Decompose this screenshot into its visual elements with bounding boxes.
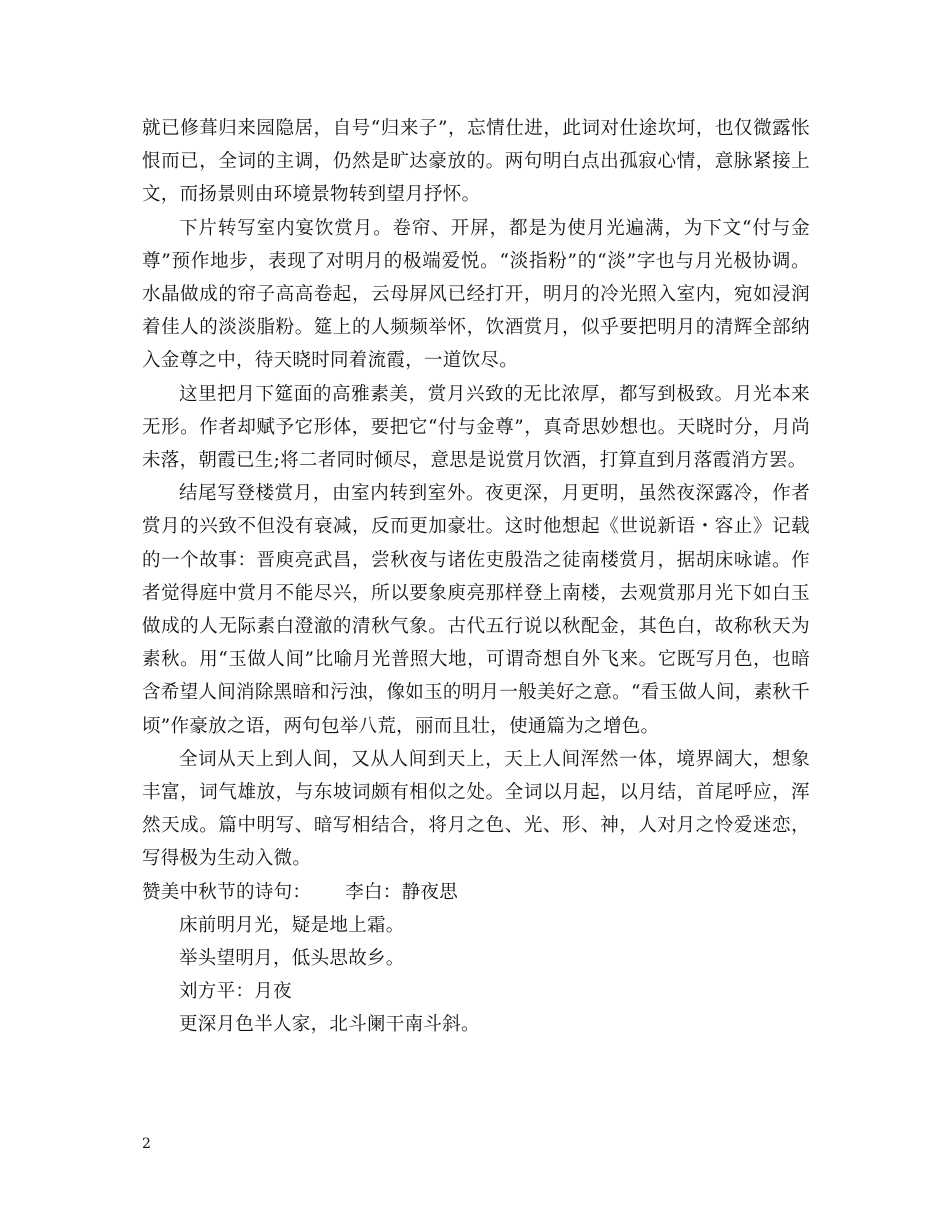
page-body <box>142 112 810 1042</box>
poem-line: 床前明月光，疑是地上霜。 <box>179 914 405 936</box>
paragraph-summary: 全词从天上到人间，又从人间到天上，天上人间浑然一体，境界阔大，想象丰富，词气雄放，与东坡词颇有相似之处。全词以月起，以月结，首尾呼应，浑然天成。篇中明写、暗写相结合，将月之色、光、形、神，人对月之怜爱迷恋，写得极为生动入微。 <box>142 748 810 870</box>
page-number: 2 <box>142 1136 151 1152</box>
paragraph-ending: 结尾写登楼赏月，由室内转到室外。夜更深，月更明，虽然夜深露冷，作者赏月的兴致不但没有衰减，反而更加豪壮。这时他想起《世说新语・容止》记载的一个故事：晋庾亮武昌，尝秋夜与诸佐吏殷浩之徒南楼赏月，据胡床咏谑。作者觉得庭中赏月不能尽兴，所以要象庾亮那样登上南楼，去观赏那月光下如白玉做成的人无际素白澄澈的清秋气象。古代五行说以秋配金，其色白，故称秋天为素秋。用“玉做人间”比喻月光普照大地，可谓奇想自外飞来。它既写月色，也暗含希望人间消除黑暗和污浊，像如玉的明月一般美好之意。“看玉做人间，素秋千顷”作豪放之语，两句包举八荒，丽而且壮，使通篇为之增色。 <box>142 483 810 737</box>
poem-line: 举头望明月，低头思故乡。 <box>179 948 405 970</box>
paragraph-banquet: 下片转写室内宴饮赏月。卷帘、开屏，都是为使月光遍满，为下文“付与金尊”预作地步，表现了对明月的极端爱悦。“淡指粉”的“淡”字也与月光极协调。水晶做成的帘子高高卷起，云母屏风已经打开，明月的冷光照入室内，宛如浸润着佳人的淡淡脂粉。筵上的人频频举怀，饮酒赏月，似乎要把明月的清辉全部纳入金尊之中，待天晓时同着流霞，一道饮尽。 <box>142 217 810 372</box>
second-poem-title: 刘方平：月夜 <box>179 981 292 1003</box>
poem-line: 更深月色半人家，北斗阑干南斗斜。 <box>179 1014 480 1036</box>
poems-heading-line <box>142 876 810 909</box>
paragraph-elegance: 这里把月下筵面的高雅素美，赏月兴致的无比浓厚，都写到极致。月光本来无形。作者却赋予它形体，要把它“付与金尊”，真奇思妙想也。天晓时分，月尚未落，朝霞已生;将二者同时倾尽，意思是说赏月饮酒，打算直到月落霞消方罢。 <box>142 383 810 472</box>
poems-heading: 赞美中秋节的诗句： <box>142 881 312 903</box>
paragraph-continuation: 就已修葺归来园隐居，自号“归来子”，忘情仕进，此词对仕途坎坷，也仅微露怅恨而已，全词的主调，仍然是旷达豪放的。两句明白点出孤寂心情，意脉紧接上文，而扬景则由环境景物转到望月抒怀。 <box>142 118 810 206</box>
first-poem-title: 李白：静夜思 <box>345 881 459 903</box>
